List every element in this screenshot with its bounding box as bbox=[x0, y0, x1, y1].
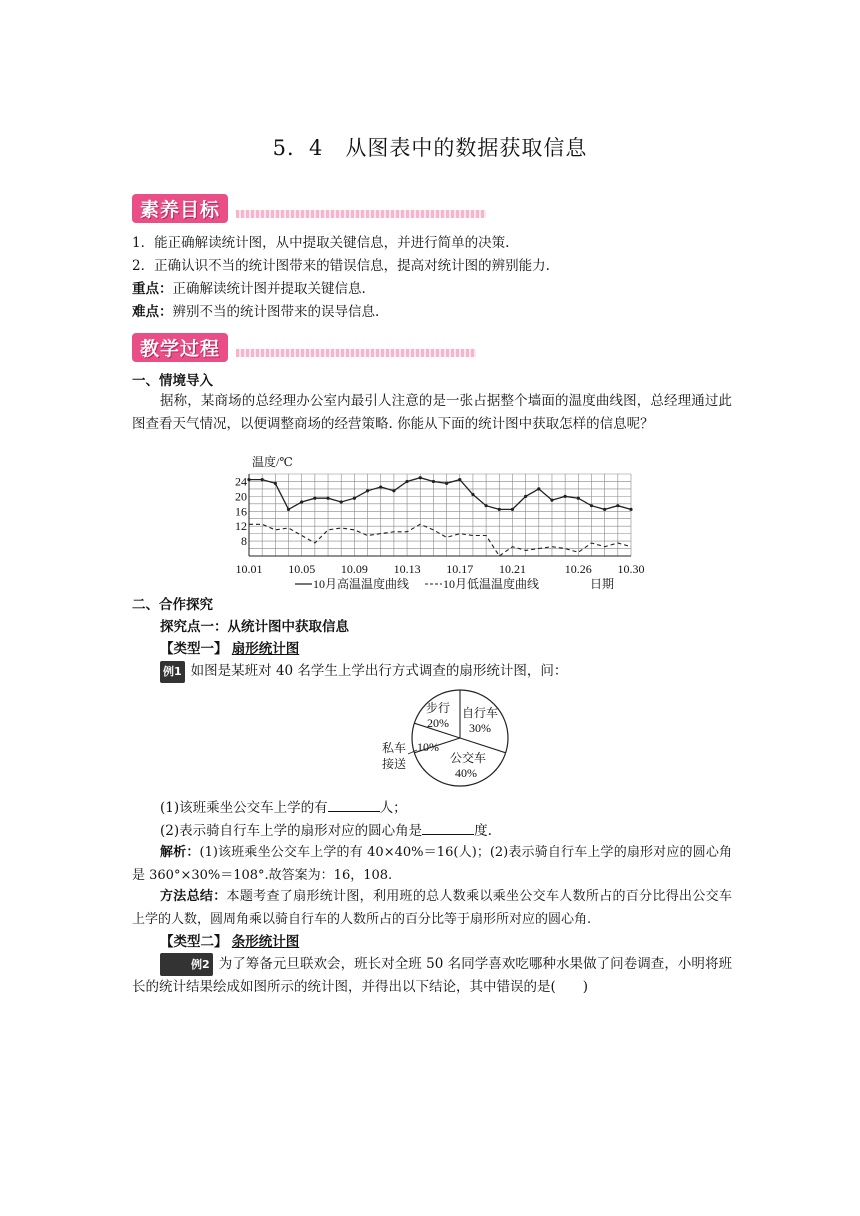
question-1-suffix: 人； bbox=[379, 800, 407, 816]
pie-category-label: 公交车 bbox=[449, 751, 487, 765]
y-tick-label: 8 bbox=[241, 534, 247, 549]
key-label: 重点： bbox=[132, 281, 173, 297]
explore-heading: 探究点一：从统计图中获取信息 bbox=[160, 619, 349, 635]
key-text: 正确解读统计图并提取关键信息. bbox=[172, 281, 366, 297]
high-temp-point bbox=[629, 508, 632, 511]
y-axis-label: 温度/℃ bbox=[252, 455, 293, 469]
high-temp-point bbox=[379, 485, 382, 488]
part2-heading: 二、合作探究 bbox=[132, 597, 213, 613]
section-badge: 素养目标 bbox=[132, 194, 228, 223]
pie-category-label: 自行车 bbox=[461, 706, 499, 720]
high-temp-point bbox=[603, 508, 606, 511]
example-badge: 例1 bbox=[160, 661, 185, 683]
decorative-divider bbox=[236, 349, 476, 357]
high-temp-point bbox=[326, 497, 329, 500]
x-tick-label: 10.01 bbox=[235, 562, 263, 576]
x-tick-label: 10.17 bbox=[446, 562, 474, 576]
high-temp-point bbox=[577, 497, 580, 500]
x-tick-label: 10.26 bbox=[564, 562, 592, 576]
question-2 bbox=[160, 820, 760, 842]
high-temp-point bbox=[616, 504, 619, 507]
high-temp-point bbox=[471, 493, 474, 496]
page-title: 5．4 从图表中的数据获取信息 bbox=[272, 136, 588, 160]
pie-category-label: 接送 bbox=[381, 757, 407, 771]
high-temp-point bbox=[485, 504, 488, 507]
type1-name: 扇形统计图 bbox=[231, 641, 300, 657]
high-temp-point bbox=[300, 500, 303, 503]
high-temp-point bbox=[590, 504, 593, 507]
question-2-text: (2)表示骑自行车上学的扇形对应的圆心角是 bbox=[160, 823, 423, 839]
pie-category-label: 私车 bbox=[381, 741, 407, 755]
question-2-suffix: 度. bbox=[474, 823, 492, 839]
high-temp-point bbox=[458, 478, 461, 481]
type1-label: 【类型一】 bbox=[160, 641, 228, 657]
method-label: 方法总结： bbox=[160, 889, 227, 904]
question-1 bbox=[160, 797, 760, 819]
analysis-label: 解析： bbox=[160, 845, 200, 860]
high-temp-point bbox=[366, 489, 369, 492]
answer-blank bbox=[422, 820, 474, 835]
method-text: 本题考查了扇形统计图，利用班的总人数乘以乘坐公交车人数所占的百分比得出公交车上学的人数，圆周角乘以骑自行车的人数所占的百分比等于扇形所对应的圆心角. bbox=[132, 889, 732, 927]
part1-heading: 一、情境导入 bbox=[132, 373, 213, 389]
example2-text bbox=[132, 953, 732, 999]
pie-value-label: 40% bbox=[455, 766, 477, 780]
type2-label: 【类型二】 bbox=[160, 934, 228, 950]
analysis bbox=[132, 841, 732, 887]
difficulty-text: 辨别不当的统计图带来的误导信息. bbox=[172, 304, 380, 320]
high-temp-point bbox=[445, 482, 448, 485]
difficulty-label: 难点： bbox=[132, 304, 173, 320]
y-tick-label: 16 bbox=[235, 504, 247, 519]
high-temp-point bbox=[511, 508, 514, 511]
x-tick-label: 10.13 bbox=[393, 562, 421, 576]
difficulty-point bbox=[132, 301, 732, 323]
example2-question: 为了筹备元旦联欢会，班长对全班 50 名同学喜欢吃哪种水果做了问卷调查，小明将班长的统计结果绘成如图所示的统计图，并得出以下结论，其中错误的是( ) bbox=[132, 956, 732, 995]
method-summary bbox=[132, 885, 732, 931]
type2-heading bbox=[160, 931, 760, 953]
high-temp-point bbox=[564, 495, 567, 498]
high-temp-point bbox=[340, 500, 343, 503]
x-tick-label: 10.30 bbox=[617, 562, 645, 576]
y-tick-label: 20 bbox=[235, 489, 247, 504]
high-temp-point bbox=[274, 482, 277, 485]
legend-high: 10月高温温度曲线 bbox=[313, 577, 410, 591]
type2-name: 条形统计图 bbox=[231, 934, 300, 950]
y-tick-label: 12 bbox=[235, 519, 247, 534]
decorative-divider bbox=[236, 210, 486, 218]
high-temp-point bbox=[550, 498, 553, 501]
high-temp-point bbox=[524, 495, 527, 498]
example1-question: 如图是某班对 40 名学生上学出行方式调查的扇形统计图，问： bbox=[190, 663, 568, 679]
x-tick-label: 10.21 bbox=[498, 562, 526, 576]
high-temp-point bbox=[392, 489, 395, 492]
high-temp-point bbox=[313, 497, 316, 500]
goal-item-2: 2．正确认识不当的统计图带来的错误信息，提高对统计图的辨别能力. bbox=[132, 258, 550, 274]
pie-value-label: 20% bbox=[427, 716, 449, 730]
analysis-text: (1)该班乘坐公交车上学的有 40×40%＝16(人)；(2)表示骑自行车上学的扇形对应的圆心角是 360°×30%＝108°.故答案为：16，108. bbox=[132, 845, 732, 883]
pie-value-label: 30% bbox=[469, 721, 491, 735]
low-temp-line bbox=[249, 524, 631, 556]
high-temp-point bbox=[432, 480, 435, 483]
pie-value-label: 10% bbox=[417, 740, 439, 754]
high-temp-point bbox=[498, 508, 501, 511]
question-1-text: (1)该班乘坐公交车上学的有 bbox=[160, 800, 328, 816]
example1-text bbox=[160, 660, 760, 683]
key-point bbox=[132, 278, 732, 300]
travel-mode-pie-chart bbox=[360, 690, 520, 798]
high-temp-point bbox=[419, 476, 422, 479]
y-tick-label: 24 bbox=[235, 474, 247, 489]
example-badge: 例2 bbox=[160, 953, 213, 976]
section-header-process bbox=[132, 333, 492, 363]
temperature-line-chart bbox=[235, 452, 650, 592]
answer-blank bbox=[328, 797, 380, 812]
high-temp-point bbox=[261, 478, 264, 481]
high-temp-point bbox=[247, 478, 250, 481]
type1-heading bbox=[160, 638, 760, 660]
high-temp-point bbox=[537, 487, 540, 490]
high-temp-point bbox=[405, 480, 408, 483]
part1-text: 据称，某商场的总经理办公室内最引人注意的是一张占据整个墙面的温度曲线图，总经理通过此图查看天气情况，以便调整商场的经营策略. 你能从下面的统计图中获取怎样的信息呢？ bbox=[132, 393, 732, 432]
section-badge: 教学过程 bbox=[132, 333, 228, 362]
legend-low: 10月低温温度曲线 bbox=[443, 577, 540, 591]
high-temp-point bbox=[287, 508, 290, 511]
high-temp-line bbox=[249, 478, 631, 510]
x-tick-label: 10.05 bbox=[288, 562, 316, 576]
x-tick-label: 10.09 bbox=[340, 562, 368, 576]
pie-category-label: 步行 bbox=[425, 701, 451, 715]
x-axis-label: 日期 bbox=[590, 577, 615, 591]
section-header-goals bbox=[132, 194, 492, 224]
high-temp-point bbox=[353, 497, 356, 500]
goal-item-1: 1．能正确解读统计图，从中提取关键信息，并进行简单的决策. bbox=[132, 235, 510, 251]
